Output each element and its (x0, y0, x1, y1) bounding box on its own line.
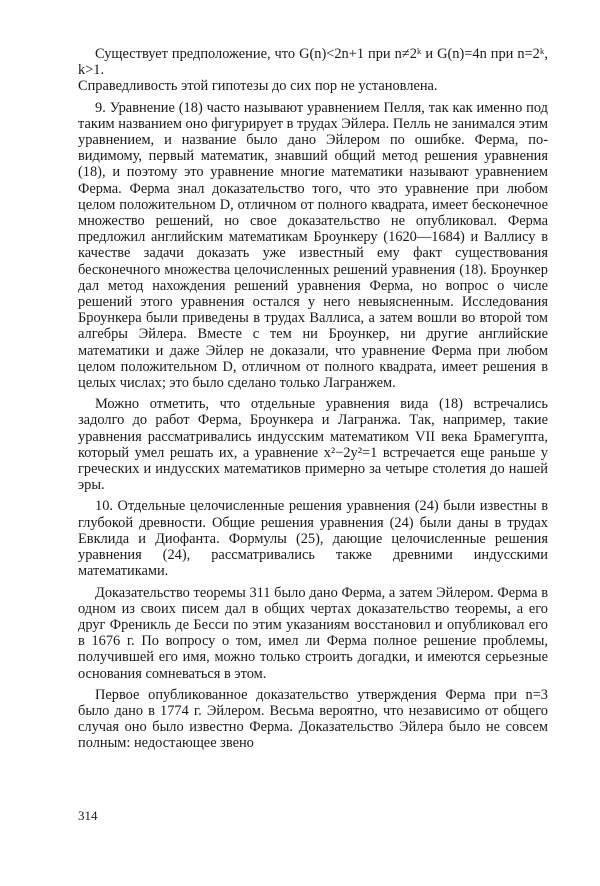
paragraph-theorem-311: Доказательство теоремы 311 было дано Ферма, а затем Эйлером. Ферма в одном из своих писем дал в общих чертах доказательство теоремы, а его друг Френикль де Бесси по этим указаниям восстановил и опубликовал его в 1676 г. По вопросу о том, имел ли Ферма полное решение проблемы, получившей его имя, можно только строить догадки, и имеются серьезные основания сомневаться в этом. (78, 584, 548, 682)
paragraph-hypothesis-status: Справедливость этой гипотезы до сих пор не установлена. (78, 78, 438, 95)
paragraph-note-9-pell: 9. Уравнение (18) часто называют уравнением Пелля, так как именно под таким названием оно фигурирует в трудах Эйлера. Пелль не занимался этим уравнением, и название было дано Эйлером по ошибке. Ферма, по-видимому, первый математик, знавший общий метод решения уравнения (18), и поэтому это уравнение многие математики называют уравнением Ферма. Ферма знал доказательство того, что это уравнение при любом целом положительном D, отличном от полного квадрата, имеет бесконечное множество решений, но свое доказательство не опубликовал. Ферма предложил английским математикам Броункеру (1620—1684) и Валлису в качестве задачи доказать уже известный ему факт существования бесконечного множества целочисленных решений уравнения (18). Броункер дал метод нахождения решений уравнения Ферма, но вопрос о числе решений этого уравнения остался у него невыясненным. Исследования Броункера были приведены в трудах Валлиса, а затем вошли во второй том алгебры Эйлера. Вместе с тем ни Броункер, ни другие английские математики и даже Эйлер не доказали, что уравнение Ферма при любом целом положительном D, отличном от полного квадрата, имеет решения в целых числах; это было сделано только Лагранжем. (78, 99, 548, 392)
paragraph-early-equations: Можно отметить, что отдельные уравнения вида (18) встречались задолго до работ Ферма, Броункера и Лагранжа. Так, например, такие уравнения рассматривались индусским математиком VII века Брамегупта, который умел решать их, а уравнение x²−2y²=1 встречается еще раньше у греческих и индусских математиков примерно за четыре столетия до нашей эры. (78, 396, 548, 494)
paragraph-note-10: 10. Отдельные целочисленные решения уравнения (24) были известны в глубокой древности. Общие решения уравнения (24) были даны в трудах Евклида и Диофанта. Формулы (25), дающие целочисленные решения уравнения (24), рассматривались также древними индусскими математиками. (78, 498, 548, 580)
paragraph-hypothesis: Существует предположение, что G(n)<2n+1 при n≠2ᵏ и G(n)=4n при n=2ᵏ, k>1. (78, 46, 548, 79)
page-number: 314 (78, 808, 98, 823)
paragraph-euler-proof: Первое опубликованное доказательство утверждения Ферма при n=3 было дано в 1774 г. Эйлером. Весьма вероятно, что независимо от общего случая оно было известно Ферма. Доказательство Эйлера было не совсем полным: недостающее звено (78, 686, 548, 752)
text-body (78, 46, 548, 752)
